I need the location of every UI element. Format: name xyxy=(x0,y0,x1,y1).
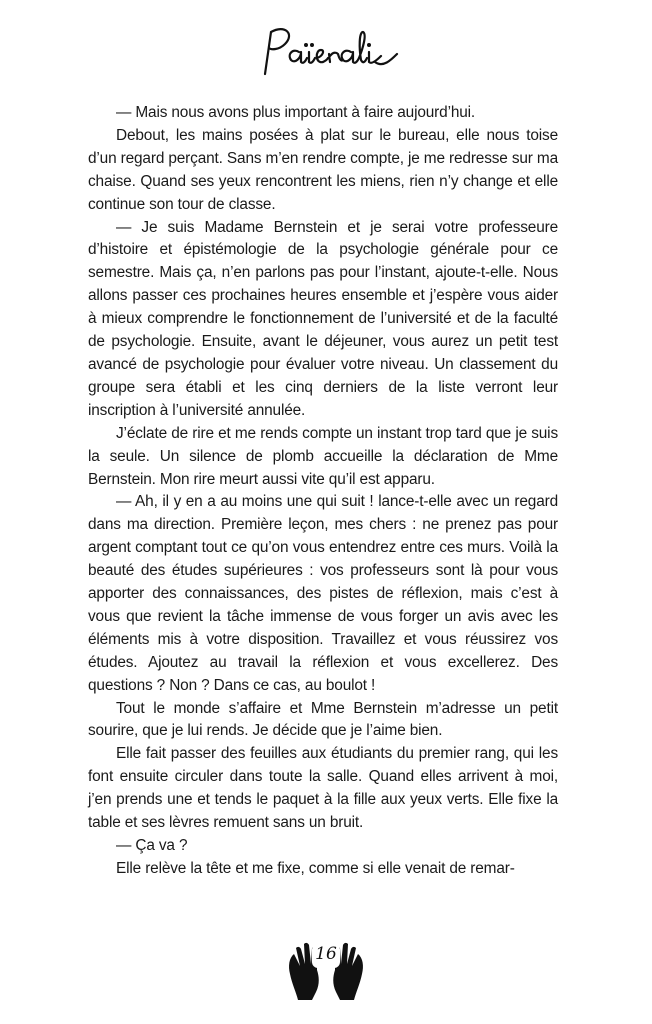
paragraph: — Ah, il y en a au moins une qui suit ! lance-t-elle avec un regard dans ma direction. Première leçon, mes chers : ne prenez pas pour argent comptant tout ce qu’on vous entendrez entre ces murs. Voilà la beauté des études supérieures : vos professeurs sont là pour vous apporter des connaissances, des pistes de réflexion, mais c’est à vous que revient la tâche immense de vous forger un avis avec les éléments mis à votre disposition. Travaillez et vous réussirez vos études. Ajoutez au travail la réflexion et vous excellerez. Des questions ? Non ? Dans ce cas, au boulot ! xyxy=(88,493,558,694)
paragraph: J’éclate de rire et me rends compte un instant trop tard que je suis la seule. Un silence de plomb accueille la déclaration de Mme Bernstein. Mon rire meurt aussi vite qu’il est apparu. xyxy=(88,424,558,488)
paragraph: Elle fait passer des feuilles aux étudiants du premier rang, qui les font ensuite circuler dans toute la salle. Quand elles arrivent à moi, j’en prends une et tends le paquet à la fille aux yeux verts. Elle fixe la table et ses lèvres remuent sans un bruit. xyxy=(88,745,558,832)
paragraph: Debout, les mains posées à plat sur le bureau, elle nous toise d’un regard perçant. Sans m’en rendre compte, je me redresse sur ma chaise. Quand ses yeux rencontrent les miens, rien n’y change et elle continue son tour de classe. xyxy=(88,126,558,213)
paragraph: — Mais nous avons plus important à faire aujourd’hui. xyxy=(116,104,476,121)
body-text xyxy=(88,102,558,881)
page-number: 16 xyxy=(315,944,337,964)
running-header xyxy=(0,18,652,82)
paragraph: Elle relève la tête et me fixe, comme si elle venait de remar- xyxy=(116,859,515,877)
book-title-logo xyxy=(251,18,401,82)
paragraph: — Je suis Madame Bernstein et je serai votre professeure d’histoire et épistémologie de la psychologie générale pour ce semestre. Mais ça, n’en parlons pas pour l’instant, ajoute-t-elle. Nous allons passer ces prochaines heures ensemble et j’espère vous aider à mieux comprendre le fonctionnement de l’université et de la faculté de psychologie. Ensuite, avant le déjeuner, vous aurez un petit test avancé de psychologie pour évaluer votre niveau. Un classement du groupe sera établi et les cinq derniers de la liste verront leur inscription à l’université annulée. xyxy=(88,218,558,419)
paragraph: Tout le monde s’affaire et Mme Bernstein m’adresse un petit sourire, que je lui rends. Je décide que je l’aime bien. xyxy=(88,699,558,740)
folio xyxy=(286,936,366,1002)
page-footer xyxy=(0,936,652,1006)
paragraph: — Ça va ? xyxy=(116,837,188,854)
